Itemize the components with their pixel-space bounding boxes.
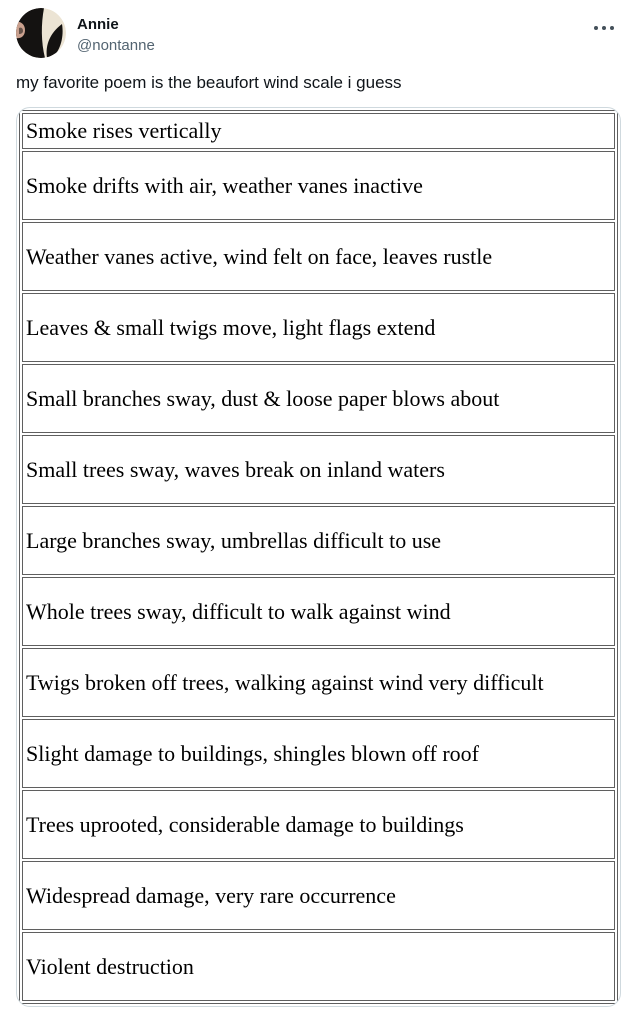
row-text: Trees uprooted, considerable damage to buildings <box>26 811 464 837</box>
row-text: Twigs broken off trees, walking against wind very difficult <box>26 669 544 695</box>
more-icon[interactable] <box>590 22 618 34</box>
display-name[interactable]: Annie <box>77 16 119 33</box>
row-text: Small trees sway, waves break on inland waters <box>26 456 445 482</box>
table-row <box>22 222 615 291</box>
tweet-header <box>0 0 636 58</box>
table-row <box>22 506 615 575</box>
table-row <box>22 577 615 646</box>
table-row <box>22 861 615 930</box>
table-row <box>22 113 615 149</box>
table-row <box>22 790 615 859</box>
table-row <box>22 435 615 504</box>
row-text: Slight damage to buildings, shingles blown off roof <box>26 740 480 766</box>
row-text: Smoke drifts with air, weather vanes inactive <box>26 172 423 198</box>
row-text: Violent destruction <box>26 953 194 979</box>
user-handle[interactable]: @nontanne <box>77 37 155 54</box>
row-text: Widespread damage, very rare occurrence <box>26 882 396 908</box>
beaufort-table <box>19 110 618 1004</box>
tweet-image[interactable] <box>16 107 621 1007</box>
table-row <box>22 364 615 433</box>
table-row <box>22 648 615 717</box>
avatar[interactable] <box>16 8 66 58</box>
table-row <box>22 719 615 788</box>
table-row <box>22 932 615 1001</box>
row-text: Smoke rises vertically <box>26 118 222 143</box>
row-text: Leaves & small twigs move, light flags extend <box>26 314 436 340</box>
table-row <box>22 293 615 362</box>
row-text: Large branches sway, umbrellas difficult to use <box>26 527 442 553</box>
table-row <box>22 151 615 220</box>
avatar-art-icon <box>16 8 66 58</box>
identity-block <box>77 8 155 56</box>
tweet-text: my favorite poem is the beaufort wind scale i guess <box>16 73 402 92</box>
row-text: Weather vanes active, wind felt on face, leaves rustle <box>26 243 493 269</box>
row-text: Small branches sway, dust & loose paper blows about <box>26 385 500 411</box>
row-text: Whole trees sway, difficult to walk against wind <box>26 598 451 624</box>
